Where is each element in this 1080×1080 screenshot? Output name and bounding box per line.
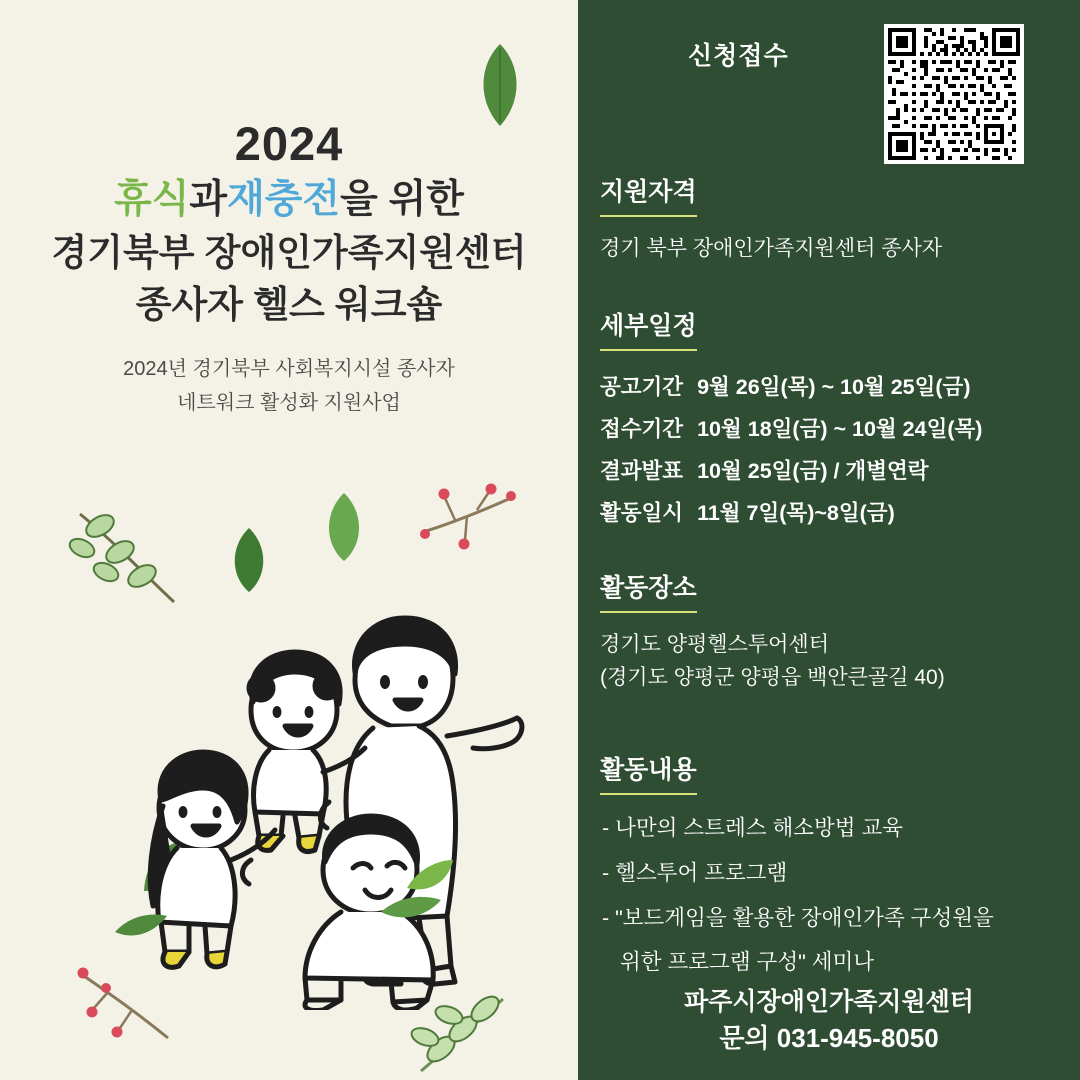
section-place xyxy=(578,568,1080,694)
place-line-1: 경기도 양평헬스투어센터 xyxy=(600,633,829,656)
schedule-list xyxy=(600,367,1080,535)
schedule-value: 10월 18일(금) ~ 10월 24일(목) xyxy=(697,416,983,441)
schedule-key: 활동일시 xyxy=(600,500,684,525)
title-line-3: 경기북부 장애인가족지원센터 xyxy=(51,232,527,274)
schedule-heading: 세부일정 xyxy=(600,306,697,351)
title-block xyxy=(0,118,578,330)
section-content xyxy=(578,750,1080,990)
schedule-row xyxy=(600,451,1080,493)
apply-label: 신청접수 xyxy=(688,42,789,70)
right-panel xyxy=(578,0,1080,1080)
title-highlight-recharge: 재충전 xyxy=(227,177,341,221)
schedule-value: 9월 26일(목) ~ 10월 25일(금) xyxy=(697,375,971,399)
content-item xyxy=(600,945,1080,980)
content-item: - 나만의 스트레스 해소방법 교육 xyxy=(602,816,904,840)
title-particle-2: 을 위한 xyxy=(340,177,464,221)
berry-branch-icon xyxy=(415,480,525,570)
schedule-value: 10월 25일(금) / 개별연락 xyxy=(697,458,929,483)
subtitle-line-2: 네트워크 활성화 지원사업 xyxy=(177,392,401,414)
content-item-continued: 위한 프로그램 구성" 세미나 xyxy=(620,950,875,975)
section-qualification xyxy=(578,172,1080,266)
subtitle xyxy=(0,352,578,420)
subtitle-line-1: 2024년 경기북부 사회복지시설 종사자 xyxy=(123,358,455,380)
schedule-key: 접수기간 xyxy=(600,416,684,441)
qr-code-image xyxy=(888,28,1020,160)
schedule-key: 공고기간 xyxy=(600,375,684,399)
section-schedule xyxy=(578,306,1080,535)
footer-organization: 파주시장애인가족지원센터 xyxy=(684,988,974,1017)
title-line-2 xyxy=(0,174,578,227)
schedule-row xyxy=(600,367,1080,409)
schedule-value: 11월 7일(목)~8일(금) xyxy=(697,500,895,525)
title-particle-1: 과 xyxy=(189,177,228,221)
content-item: - 헬스투어 프로그램 xyxy=(602,860,788,885)
schedule-row xyxy=(600,409,1080,451)
title-highlight-rest: 휴식 xyxy=(114,177,190,221)
leaf-icon xyxy=(318,490,370,564)
schedule-row xyxy=(600,493,1080,535)
content-item: - "보드게임을 활용한 장애인가족 구성원을 xyxy=(602,905,994,930)
qualification-heading: 지원자격 xyxy=(600,172,697,217)
qr-code[interactable] xyxy=(884,24,1024,164)
schedule-key: 결과발표 xyxy=(600,458,684,483)
footer xyxy=(578,984,1080,1058)
footer-phone: 문의 031-945-8050 xyxy=(719,1023,939,1054)
family-illustration xyxy=(55,560,525,1010)
place-line-2: (경기도 양평군 양평읍 백안큰골길 40) xyxy=(600,665,945,689)
qualification-body: 경기 북부 장애인가족지원센터 종사자 xyxy=(600,237,943,260)
title-year: 2024 xyxy=(234,117,344,170)
title-line-4: 종사자 헬스 워크숍 xyxy=(135,284,443,326)
content-heading: 활동내용 xyxy=(600,750,697,795)
place-heading: 활동장소 xyxy=(600,568,697,613)
leaf-icon xyxy=(470,40,530,130)
